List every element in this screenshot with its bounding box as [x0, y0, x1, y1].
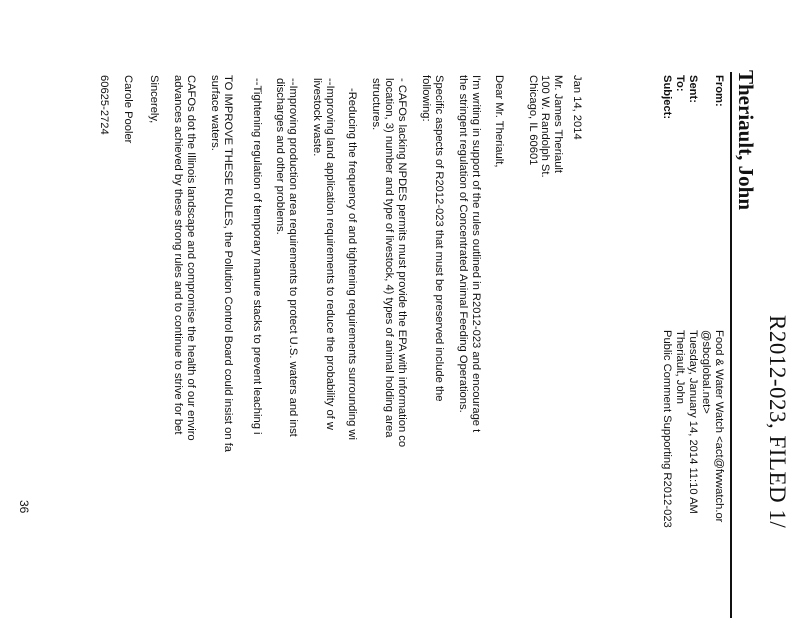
bullet-npdes-line-2: location, 3) number and type of livestock, 4) types of animal holding area	[383, 78, 395, 438]
closing-paragraph-line-1: CAFOs dot the Illinois landscape and compromise the health of our enviro	[185, 75, 197, 441]
subject-label: Subject:	[661, 75, 673, 120]
bullet-npdes-line-3: structures.	[370, 78, 382, 131]
from-value-line-1: Food & Water Watch <act@fwwatch.or	[713, 330, 725, 523]
salutation: Dear Mr. Theriault,	[493, 75, 505, 168]
recipient-address	[527, 75, 565, 178]
recipient-city: Chicago, IL 60601	[527, 75, 539, 166]
sent-label: Sent:	[687, 75, 699, 103]
header-divider	[730, 72, 732, 618]
to-label: To:	[674, 75, 686, 92]
from-value-line-2: @sbcglobal.net>	[700, 330, 712, 414]
signature-block	[98, 75, 161, 143]
bullet-land-application-line-1: --Improving land application requirements to reduce the probability of w	[324, 78, 336, 430]
letter-date: Jan 14, 2014	[571, 75, 583, 140]
signer-name: Carole Pooler	[122, 75, 135, 144]
improve-line-2: surface waters.	[209, 75, 221, 151]
closing: Sincerely,	[148, 75, 160, 124]
bullet-npdes-line-1: - CAFOs lacking NPDES permits must provide the EPA with information co	[396, 78, 408, 448]
recipient-street: 100 W. Randolph St.	[539, 75, 552, 178]
bullet-production-area-line-1: --Improving production area requirements to protect U.S. waters and inst	[287, 78, 299, 437]
filing-stamp: R2012-023, FILED 1/	[765, 315, 790, 529]
page-number: 36	[17, 500, 31, 514]
bullet-manure-stacks: --Tightening regulation of temporary manure stacks to prevent leaching i	[251, 78, 263, 435]
aspects-line-1: Specific aspects of R2012-023 that must be preserved include the	[433, 75, 445, 402]
from-label: From:	[713, 75, 725, 107]
improve-line-1: TO IMPROVE THESE RULES, the Pollution Control Board could insist on fa	[222, 75, 234, 453]
sent-value: Tuesday, January 14, 2014 11:10 AM	[687, 330, 699, 514]
intro-line-1: I'm writing in support of the rules outlined in R2012-023 and encourage t	[470, 75, 482, 433]
bullet-land-application-line-2: livestock waste.	[311, 78, 323, 157]
bullet-production-area-line-2: discharges and other problems.	[274, 78, 286, 235]
aspects-line-2: following:	[420, 75, 432, 122]
bullet-frequency: -Reducing the frequency of and tightening requirements surrounding wi	[346, 88, 358, 440]
recipient-name: Mr. James Theriault	[552, 75, 564, 174]
sender-name-heading: Theriault, John	[734, 70, 758, 211]
subject-value: Public Comment Supporting R2012-023	[661, 330, 673, 528]
intro-line-2: the stringent regulation of Concentrated Animal Feeding Operations.	[457, 75, 469, 413]
signer-zip: 60625-2724	[98, 75, 110, 135]
closing-paragraph-line-2: advances achieved by these strong rules and to continue to strive for bet	[172, 75, 184, 435]
to-value: Theriault, John	[674, 330, 686, 405]
